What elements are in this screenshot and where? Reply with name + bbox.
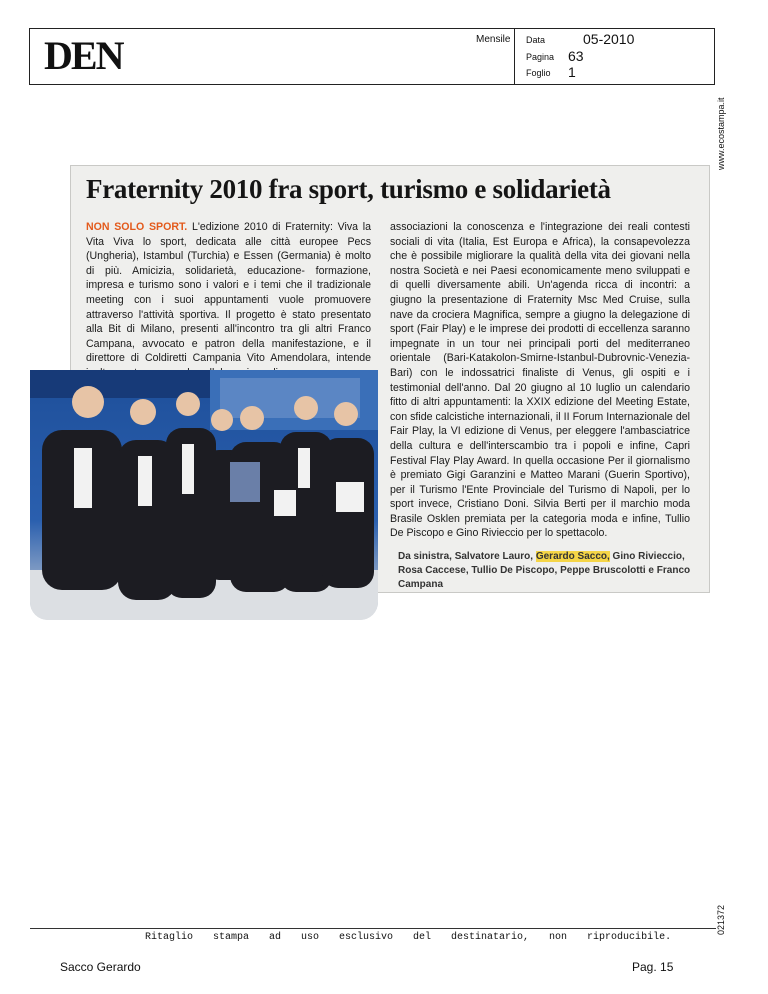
page-value: 63 [568,48,584,64]
header-divider [514,29,515,84]
frequency-label: Mensile [476,34,511,45]
publication-logo: DEN [44,33,123,78]
group-photo [30,370,378,620]
article-kicker: NON SOLO SPORT. [86,221,188,233]
side-url [716,90,736,170]
sheet-label: Foglio [526,68,551,78]
footer-divider [30,928,716,929]
date-value: 05-2010 [583,31,635,47]
sheet-value: 1 [568,64,576,80]
caption-highlight: Gerardo Sacco, [535,551,610,562]
page-author: Sacco Gerardo [60,960,141,974]
page-number: Pag. 15 [632,960,674,974]
date-label: Data [526,35,546,45]
side-code [716,875,736,935]
photo-caption [398,550,698,592]
article-column-left [86,220,371,381]
article-headline: Fraternity 2010 fra sport, turismo e solidarietà [86,174,611,204]
reproduction-notice: Ritaglio stampa ad uso esclusivo del destinatario, non riproducibile. [145,932,672,943]
group-photo-image [30,370,378,620]
side-code-text: 021372 [716,904,726,935]
caption-before: Da sinistra, Salvatore Lauro, [398,551,534,562]
article-column-right: associazioni la conoscenza e l'integrazione dei reali contesti sociali di vita (Italia, Est Europa e Africa), la consapevolezza che è possibile migliorare la qualità della vita dei giovani nella nostra Società e nei Paesi economicamente meno sviluppati e di quelli diversamente abili. Un'agenda ricca di incontri: a giugno la presentazione di Fraternity Msc Med Cruise, sulla nave da crociera Magnifica, sempre a giugno la delegazione di sport (Fair Play) e le imprese dei prodotti di eccellenza saranno impegnate in un tour nei principali porti del mediterraneo orientale (Bari-Katakolon-Smirne-Istanbul-Dubrovnic-Venezia-Bari) con le indossatrici finaliste di Venus, gli ospiti e i testimonial dell'anno. Dal 20 giugno al 10 luglio un calendario fitto di altri appuntamenti: la XXIX edizione del Meeting Estate, con sfide calcistiche internazionali, il II Forum Internazionale del Fair Play, la VI edizione di Venus, per eleggere l'ambasciatrice della cultura e dell'interscambio tra i popoli e infine, Capri Festival Flay Play Award. In quella occasione Per il giornalismo è premiato Gigi Garanzini e Matteo Marani (Guerin Sportivo), per il Turismo l'Ente Provinciale del Turismo di Napoli, per lo sport invece, Cristiano Doni. Silvia Berti per il marchio moda Brasile Osklen premiata per la categoria moda e infine, Tullio De Piscopo e Gino Rivieccio per lo spettacolo. [390,221,690,540]
caption-after: Gino Rivieccio, Rosa Caccese, Tullio De Piscopo, Peppe Bruscolotti e Franco Campana [398,551,691,590]
article-left-text: L'edizione 2010 di Fraternity: Viva la Vita Viva lo sport, dedicata alle città europee Pecs (Ungheria), Istambul (Turchia) e Essen (Germania) è molto di più. Amicizia, solidarietà, educazione- formazione, impresa e turismo sono i valori e i temi che il tradizionale meeting con i suoi appuntamenti vuole promuovere attraverso l'attività sportiva. Il progetto è stato presentato alla Bit di Milano, presenti all'incontro tra gli altri Franco Campana, avvocato e patron della manifestazione, e il direttore di Coldiretti Campania Vito Amendolara, intende [86,221,371,365]
page-label: Pagina [526,52,555,62]
side-url-text: www.ecostampa.it [716,97,726,170]
